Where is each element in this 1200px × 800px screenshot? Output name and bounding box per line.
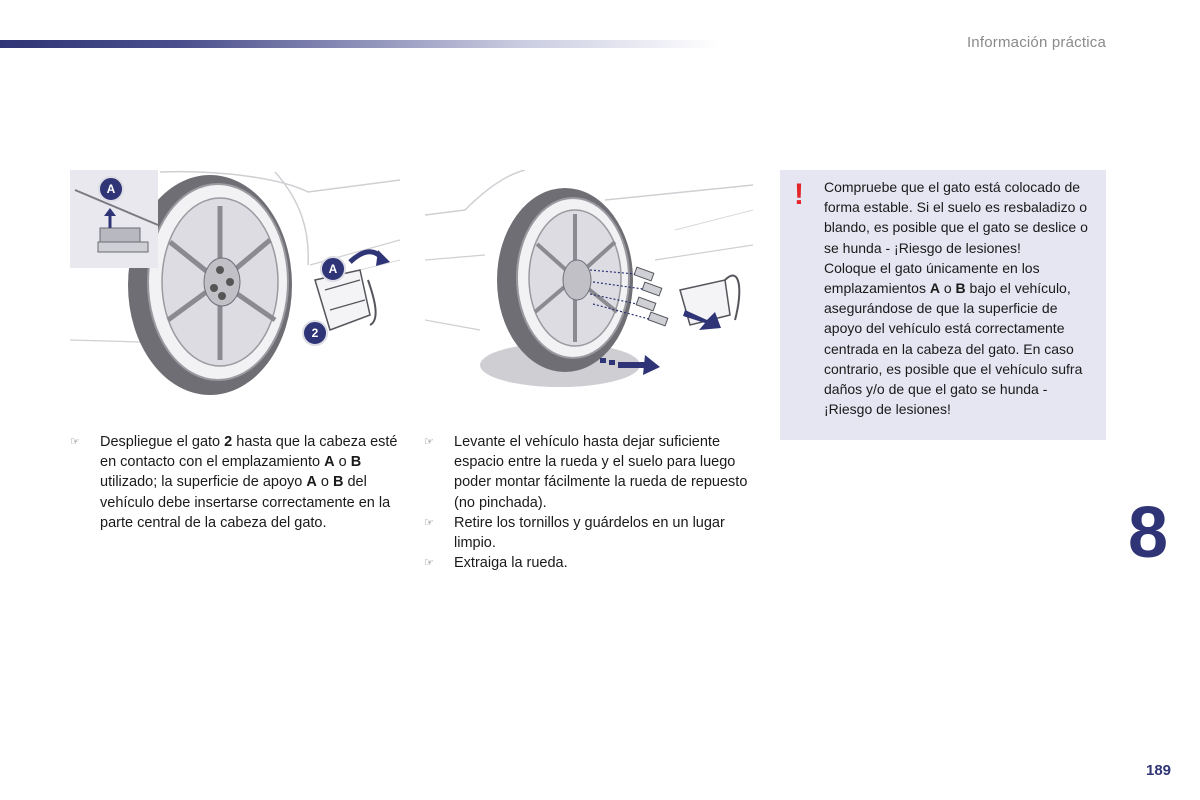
warning-text	[824, 177, 1099, 419]
page-section-title: Información práctica	[966, 34, 1106, 51]
list-item: ☞ Retire los tornillos y guárdelos en un lugar limpio.	[424, 514, 725, 552]
warning-paragraph-2: Coloque el gato únicamente en los emplazamientos A o B bajo el vehículo, asegurándose de que la superficie de apoyo del vehículo está correctamente centrada en la cabeza del gato. En caso contrario, es posible que el vehículo sufra daños y/o de que el gato se hunda - ¡Riesgo de lesiones!	[824, 259, 1083, 418]
callout-badge: A	[320, 256, 346, 282]
header-gradient-bar	[0, 40, 720, 48]
list-item: ☞ Levante el vehículo hasta dejar suficiente espacio entre la rueda y el suelo para luego poder montar fácilmente la rueda de repuesto (no pinchada).	[424, 434, 748, 511]
pointing-hand-icon: ☞	[424, 436, 434, 448]
instruction-column-1	[70, 432, 400, 533]
warning-paragraph-1: Compruebe que el gato está colocado de forma estable. Si el suelo es resbaladizo o blando, es posible que el gato se deslice o se hunda - ¡Riesgo de lesiones!	[824, 179, 1088, 256]
chapter-number: 8	[1128, 493, 1169, 573]
pointing-hand-icon: ☞	[424, 516, 434, 529]
warning-exclamation-icon: !	[794, 178, 804, 211]
pointing-hand-icon: ☞	[424, 557, 434, 570]
warning-box	[780, 170, 1106, 440]
list-item: ☞ Extraiga la rueda.	[424, 553, 749, 573]
callout-badge: A	[98, 176, 124, 202]
jack-placement-illustration	[70, 170, 400, 395]
callout-badge: 2	[302, 320, 328, 346]
wheel-removal-illustration	[425, 170, 753, 395]
pointing-hand-icon: ☞	[70, 436, 80, 448]
list-item: ☞ Despliegue el gato 2 hasta que la cabeza esté en contacto con el emplazamiento A o B utilizado; la superficie de apoyo A o B del vehículo debe insertarse correctamente en la parte central de la cabeza del gato.	[70, 434, 398, 531]
instruction-column-2	[424, 432, 749, 573]
page-number: 189	[1146, 762, 1172, 779]
